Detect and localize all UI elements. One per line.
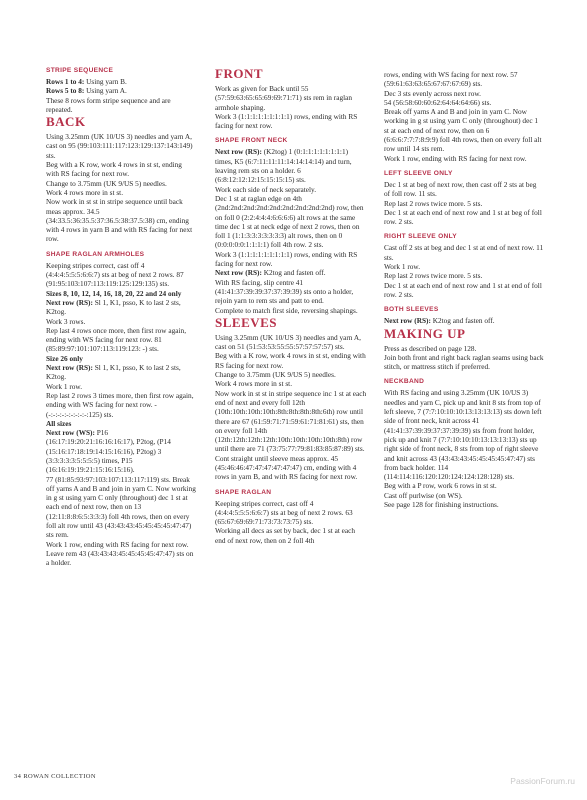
page-footer: 34 ROWAN COLLECTION [14, 773, 96, 780]
instruction-text: Work each side of neck separately. [215, 184, 317, 194]
instruction-text: Press as described on page 128. [384, 343, 477, 353]
instruction-paragraph [384, 180, 544, 199]
instruction-paragraph [46, 96, 196, 115]
instruction-text: Now work in st st in stripe sequence until back meas approx. 34.5 (34:33.5:36:35.5:37:36.5:38:37.5:38) cm, ending with 4 rows in yarn B and with RS facing for next row. [46, 197, 193, 244]
instruction-paragraph [46, 549, 196, 568]
instruction-text: Work 4 rows more in st st. [215, 379, 293, 389]
instruction-text: Work 3 (1:1:1:1:1:1:1:1:1) rows, ending with RS facing for next row. [215, 249, 358, 269]
instruction-text: Work 3 rows. [46, 316, 86, 326]
instruction-paragraph [215, 147, 367, 184]
instruction-label: Next row (RS): [46, 297, 93, 307]
instruction-paragraph [46, 475, 196, 540]
instruction-paragraph [215, 112, 367, 131]
instruction-paragraph [46, 354, 196, 363]
instruction-paragraph [46, 160, 196, 179]
instruction-paragraph [46, 419, 196, 428]
instruction-paragraph [46, 197, 196, 243]
instruction-text: Cast off purlwise (on WS). [384, 490, 463, 500]
instruction-text: Using yarn B. [84, 77, 127, 86]
instruction-paragraph [384, 344, 544, 353]
instruction-paragraph [384, 243, 544, 262]
instruction-text: Working all decs as set by back, dec 1 st at each end of next row, then on 2 foll 4th [215, 526, 356, 545]
instruction-text: Join both front and right back raglan seams using back stitch, or mattress stitch if preferred. [384, 352, 544, 372]
instruction-paragraph [46, 77, 196, 86]
instruction-text: 77 (81:85:93:97:103:107:113:117:119) sts. Break off yarns A and B and join in yarn C. Now working in g st using yarn C only (throughout) dec 1 st at each end of next row, then on 13 (12:11:8:8:6:5:3:3:3) foll 4th rows, then on every foll alt row until 43 (43:43:43:45:45:45:45:47:47) sts rem. [46, 474, 196, 540]
heading-shape-front-neck: SHAPE FRONT NECK [215, 137, 288, 145]
instruction-text: Dec 1 st at each end of next row and 1 st at beg of foll row. 2 sts. [384, 207, 542, 227]
instruction-label: All sizes [46, 418, 72, 428]
instruction-text: Rep last 2 rows twice more. 5 sts. [384, 271, 483, 281]
heading-stripe-sequence: STRIPE SEQUENCE [46, 67, 114, 74]
instruction-paragraph [215, 499, 367, 527]
instruction-text: Cont straight until sleeve meas approx. 45 (45:46:46:47:47:47:47:47:47) cm, ending with 4 rows in yarn B, and with RS facing for next row. [215, 453, 358, 482]
instruction-paragraph [46, 188, 196, 197]
heading-shape-raglan-armholes: SHAPE RAGLAN ARMHOLES [46, 250, 145, 258]
instruction-paragraph [384, 154, 544, 163]
instruction-text: Work 1 row, ending with RS facing for next row. [384, 153, 527, 163]
watermark: PassionForum.ru [510, 776, 575, 786]
instruction-text: Dec 1 st at each end of next row and 1 st at end of foll row. 2 sts. [384, 280, 542, 299]
instruction-paragraph [384, 89, 544, 98]
instruction-paragraph [384, 281, 544, 300]
instruction-paragraph [384, 98, 544, 107]
instruction-paragraph [215, 306, 367, 315]
instruction-text: P16 (16:17:19:20:21:16:16:16:17), P2tog, (P14 (15:16:17:18:19:14:15:16:16), P2tog) 3 (3:3:3:3:3:5:5:5:5) times, P15 (16:16:19:19:21:15:16:15:16). [46, 428, 171, 475]
instruction-text: Using 3.25mm (UK 10/US 3) needles and yarn A, cast on 51 (51:53:53:55:55:57:57:57:57) sts. [215, 332, 361, 352]
heading-front: FRONT [215, 66, 263, 81]
instruction-paragraph [215, 379, 367, 388]
instruction-paragraph [215, 333, 367, 352]
instruction-label: Next row (WS): [46, 428, 95, 438]
instruction-label: Next row (RS): [215, 147, 262, 157]
instruction-text: Beg with a K row, work 4 rows in st st, ending with RS facing for next row. [215, 351, 366, 370]
instruction-text: K2tog and fasten off. [261, 268, 326, 278]
instruction-paragraph [215, 351, 367, 370]
instruction-text: Dec 1 st at raglan edge on 4th (2nd:2nd:2nd:2nd:2nd:2nd:2nd:2nd:2nd) row, then on foll 0 (2:2:4:4:4:6:6:6:6) alt rows at the same time dec 1 st at neck edge of next 2 rows, then on foll 1 (1:1:3:3:3:3:3:3:3) alt rows, then on 0 (0:0:0:0:0:1:1:1:1) foll 4th row. 2 sts. [215, 193, 364, 250]
instruction-paragraph [46, 289, 196, 298]
instruction-label: Rows 5 to 8: [46, 86, 85, 96]
instruction-text: Beg with a K row, work 4 rows in st st, ending with RS facing for next row. [46, 160, 182, 179]
instruction-paragraph [46, 428, 196, 474]
instruction-paragraph [215, 389, 367, 454]
instruction-label: Next row (RS): [46, 363, 93, 373]
heading-neckband: NECKBAND [384, 378, 425, 386]
column-3 [384, 70, 544, 509]
heading-right-sleeve-only: RIGHT SLEEVE ONLY [384, 233, 458, 241]
heading-left-sleeve-only: LEFT SLEEVE ONLY [384, 169, 453, 177]
instruction-text: These 8 rows form stripe sequence and are repeated. [46, 95, 171, 114]
heading-both-sleeves: BOTH SLEEVES [384, 306, 439, 314]
instruction-text: Change to 3.75mm (UK 9/US 5) needles. [215, 370, 336, 380]
instruction-paragraph [384, 316, 544, 325]
instruction-paragraph [46, 86, 196, 95]
instruction-paragraph [215, 268, 367, 277]
column-1 [46, 66, 196, 568]
instruction-paragraph [46, 179, 196, 188]
instruction-text: 54 (56:58:60:60:62:64:64:64:66) sts. [384, 97, 492, 107]
instruction-text: Leave rem 43 (43:43:43:45:45:45:45:47:47) sts on a holder. [46, 548, 194, 568]
instruction-paragraph [46, 326, 196, 354]
instruction-paragraph [215, 370, 367, 379]
instruction-label: Next row (RS): [384, 316, 431, 326]
instruction-text: With RS facing, slip centre 41 (41:41:37:39:39:37:37:39:39) sts onto a holder, rejoin yarn to rem sts and patt to end. [215, 277, 354, 306]
instruction-paragraph [215, 278, 367, 306]
instruction-text: (K2tog) 1 (0:1:1:1:1:1:1:1:1) times, K5 (6:7:11:11:11:14:14:14:14) and turn, leaving rem sts on a holder. 6 (6:8:12:12:12:15:15:15:15) sts. [215, 147, 352, 185]
instruction-text: Dec 1 st at beg of next row, then cast off 2 sts at beg of foll row. 11 sts. [384, 179, 537, 199]
instruction-paragraph [46, 132, 196, 160]
instruction-text: Keeping stripes correct, cast off 4 (4:4:4:5:5:5:6:6:7) sts at beg of next 2 rows. 87 (91:95:103:107:113:119:125:129:135) sts. [46, 260, 184, 289]
instruction-text: Sl 1, K1, psso, K to last 2 sts, K2tog. [46, 297, 181, 317]
instruction-paragraph [46, 317, 196, 326]
instruction-text: Keeping stripes correct, cast off 4 (4:4:4:5:5:5:6:6:7) sts at beg of next 2 rows. 63 (65:67:69:69:71:73:73:73:75) sts. [215, 498, 353, 527]
instruction-paragraph [46, 298, 196, 317]
instruction-text: Using 3.25mm (UK 10/US 3) needles and yarn A, cast on 95 (99:103:111:117:123:129:137:143:149) sts. [46, 132, 193, 160]
instruction-text: Beg with a P row, work 6 rows in st st. [384, 481, 497, 491]
instruction-label: Rows 1 to 4: [46, 77, 85, 86]
instruction-paragraph [384, 271, 544, 280]
instruction-paragraph [384, 491, 544, 500]
instruction-paragraph [215, 250, 367, 269]
instruction-label: Size 26 only [46, 353, 83, 363]
instruction-paragraph [384, 500, 544, 509]
instruction-text: Cast off 2 sts at beg and dec 1 st at end of next row. 11 sts. [384, 243, 544, 262]
instruction-text: Now work in st st in stripe sequence inc 1 st at each end of next and every foll 12th (10th:10th:10th:10th:8th:8th:8th:8th:6th) row until there are 67 (61:59:71:71:59:61:71:81:61) sts, then on every foll 14th (12th:12th:12th:12th:10th:10th:10th:10th:8th) row until there are 71 (73:75:77:79:81:83:85:87:89) sts. [215, 388, 367, 454]
column-2 [215, 66, 367, 545]
instruction-paragraph [215, 84, 367, 112]
instruction-text: Break off yarns A and B and join in yarn C. Now working in g st using yarn C only (throughout) dec 1 st at each end of next row, then on 6 (6:6:6:7:7:7:8:9:9) foll 4th rows, then on every foll alt row until 14 sts rem. [384, 107, 542, 154]
instruction-paragraph [384, 481, 544, 490]
instruction-text: Work 1 row. [384, 262, 421, 272]
instruction-text: Rep last 2 rows twice more. 5 sts. [384, 198, 483, 208]
heading-back: BACK [46, 114, 86, 130]
instruction-paragraph [384, 107, 544, 153]
instruction-paragraph [215, 526, 367, 545]
instruction-text: Using yarn A. [84, 86, 127, 96]
instruction-paragraph [46, 382, 196, 391]
instruction-text: Work 4 rows more in st st. [46, 187, 124, 197]
instruction-paragraph [384, 262, 544, 271]
instruction-text: rows, ending with WS facing for next row. 57 (59:61:63:63:65:67:67:67:69) sts. [384, 70, 518, 89]
instruction-text: Rep last 2 rows 3 times more, then first row again, ending with WS facing for next row. - (-:-:-:-:-:-:-:-:-:125) sts. [46, 390, 194, 419]
instruction-text: Work as given for Back until 55 (57:59:63:65:65:69:69:71:71) sts rem in raglan armhole shaping. [215, 84, 353, 112]
instruction-text: Dec 3 sts evenly across next row. [384, 88, 481, 98]
instruction-text: See page 128 for finishing instructions. [384, 499, 499, 509]
instruction-paragraph [215, 194, 367, 250]
instruction-paragraph [384, 353, 544, 372]
heading-sleeves: SLEEVES [215, 314, 278, 330]
instruction-paragraph [384, 208, 544, 227]
instruction-text: Rep last 4 rows once more, then first row again, ending with WS facing for next row. 81 (85:89:97:101:107:113:119:123: -) sts. [46, 325, 187, 354]
instruction-text: Sl 1, K1, psso, K to last 2 sts, K2tog. [46, 363, 181, 382]
instruction-text: Change to 3.75mm (UK 9/US 5) needles. [46, 178, 167, 188]
instruction-paragraph [46, 261, 196, 289]
heading-making-up: MAKING UP [384, 325, 466, 341]
instruction-paragraph [384, 199, 544, 208]
instruction-label: Next row (RS): [215, 268, 262, 278]
instruction-paragraph [384, 388, 544, 481]
instruction-text: Work 1 row, ending with RS facing for next row. [46, 539, 189, 549]
instruction-text: Complete to match first side, reversing shapings. [215, 305, 358, 315]
instruction-label: Sizes 8, 10, 12, 14, 16, 18, 20, 22 and 24 only [46, 288, 182, 298]
instruction-paragraph [215, 185, 367, 194]
instruction-text: With RS facing and using 3.25mm (UK 10/US 3) needles and yarn C, pick up and knit 8 sts from top of left sleeve, 7 (7:7:10:10:10:13:13:13:13) sts down left side of front neck, knit across 41 (41:41:37:39:39:37:37:39:39) sts from front holder, pick up and knit 7 (7:7:10:10:10:13:13:13:13) sts up right side of front neck, 8 sts from top of right sleeve and knit across 43 (43:43:43:45:45:45:45:47:47) sts from back holder. 114 (114:114:116:120:120:124:124:128:128) sts. [384, 388, 542, 482]
instruction-paragraph [384, 70, 544, 89]
instruction-text: K2tog and fasten off. [430, 316, 495, 326]
instruction-text: Work 3 (1:1:1:1:1:1:1:1:1) rows, ending with RS facing for next row. [215, 111, 358, 131]
instruction-paragraph [46, 540, 196, 549]
instruction-paragraph [46, 391, 196, 419]
instruction-paragraph [215, 454, 367, 482]
instruction-text: Work 1 row. [46, 381, 83, 391]
heading-shape-raglan: SHAPE RAGLAN [215, 488, 272, 496]
instruction-paragraph [46, 363, 196, 382]
